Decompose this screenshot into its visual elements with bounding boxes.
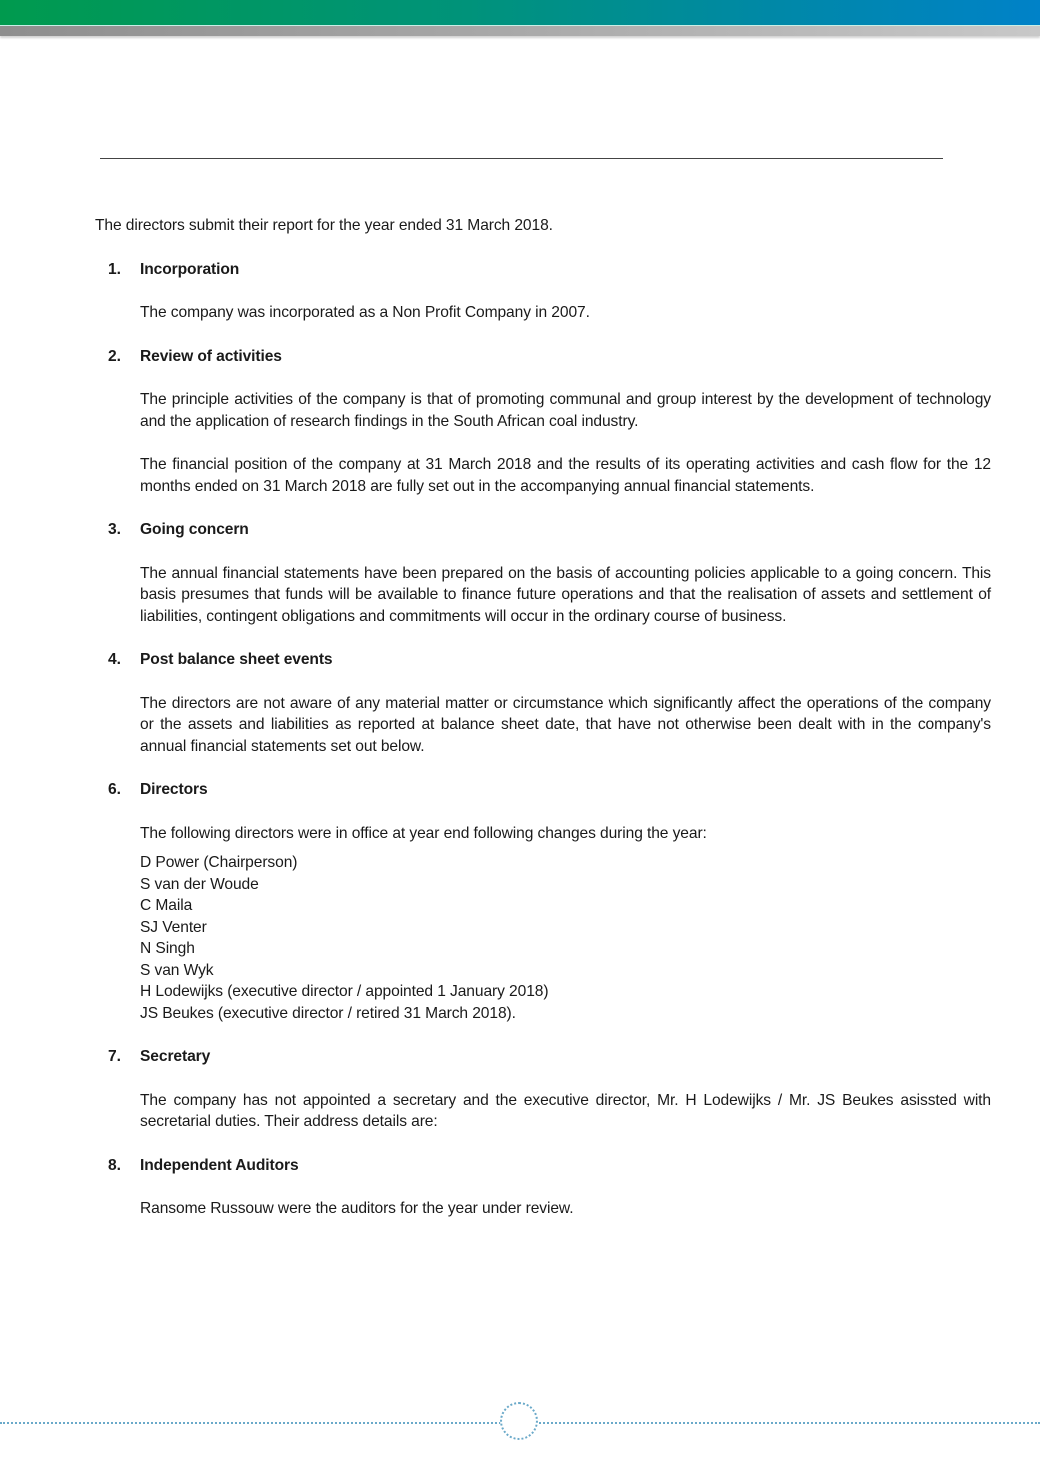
section-number: 3. xyxy=(108,521,121,538)
footer-dotted-circle-icon xyxy=(500,1402,538,1440)
section-title: Incorporation xyxy=(140,260,240,278)
section-heading xyxy=(95,649,991,671)
section-directors xyxy=(95,779,991,1024)
title-rule xyxy=(100,158,943,159)
header-gray-bar xyxy=(0,26,1040,36)
section-incorporation xyxy=(95,259,991,324)
header-gradient-band xyxy=(0,0,1040,25)
section-post-balance-sheet-events xyxy=(95,649,991,757)
section-title: Directors xyxy=(140,781,208,798)
section-heading xyxy=(95,1155,991,1177)
section-paragraph: The company was incorporated as a Non Profit Company in 2007. xyxy=(140,304,590,321)
director-item: N Singh xyxy=(140,940,195,957)
section-heading xyxy=(95,1046,991,1068)
section-title: Review of activities xyxy=(140,347,282,365)
section-heading xyxy=(95,259,991,281)
section-number: 2. xyxy=(108,347,121,365)
section-number: 4. xyxy=(108,651,121,668)
section-title: Secretary xyxy=(140,1048,211,1065)
section-paragraph: The company has not appointed a secretary and the executive director, Mr. H Lodewijks / Mr. JS Beukes asissted with secretarial duties. Their address details are: xyxy=(140,1091,991,1130)
section-paragraph: Ransome Russouw were the auditors for the year under review. xyxy=(140,1200,574,1217)
director-item: D Power (Chairperson) xyxy=(140,854,298,871)
section-number: 1. xyxy=(108,260,121,278)
section-title: Going concern xyxy=(140,521,249,538)
section-paragraph: The directors are not aware of any material matter or circumstance which significantly affect the operations of the company or the assets and liabilities as reported at balance sheet date, that have not otherwise been dealt with in the company's annual financial statements set out below. xyxy=(140,694,991,755)
section-number: 8. xyxy=(108,1156,121,1174)
section-going-concern xyxy=(95,519,991,627)
section-secretary xyxy=(95,1046,991,1133)
section-paragraph: The principle activities of the company is that of promoting communal and group interest by the development of technology and the application of research findings in the South African coal industry. xyxy=(140,391,991,430)
director-item: SJ Venter xyxy=(140,918,207,936)
section-paragraph: The following directors were in office at year end following changes during the year: xyxy=(140,824,707,842)
director-item: C Maila xyxy=(140,897,193,914)
section-number: 6. xyxy=(108,781,121,798)
section-number: 7. xyxy=(108,1048,121,1065)
section-heading xyxy=(95,779,991,801)
intro-text: The directors submit their report for the year ended 31 March 2018. xyxy=(95,217,553,234)
director-item: S van Wyk xyxy=(140,961,214,979)
director-item: S van der Woude xyxy=(140,875,259,893)
section-heading xyxy=(95,346,991,368)
directors-report xyxy=(95,215,991,1242)
section-heading xyxy=(95,519,991,541)
director-item: H Lodewijks (executive director / appointed 1 January 2018) xyxy=(140,983,549,1000)
section-title: Post balance sheet events xyxy=(140,651,333,668)
section-independent-auditors xyxy=(95,1155,991,1220)
director-item: JS Beukes (executive director / retired 31 March 2018). xyxy=(140,1004,516,1022)
section-title: Independent Auditors xyxy=(140,1156,299,1174)
section-review-of-activities xyxy=(95,346,991,498)
section-paragraph: The annual financial statements have been prepared on the basis of accounting policies applicable to a going concern. This basis presumes that funds will be available to finance future operations and that the realisation of assets and settlement of liabilities, contingent obligations and commitments will occur in the ordinary course of business. xyxy=(140,564,991,625)
directors-list xyxy=(140,852,991,1024)
section-paragraph: The financial position of the company at 31 March 2018 and the results of its operating activities and cash flow for the 12 months ended on 31 March 2018 are fully set out in the accompanying annual financial statements. xyxy=(140,456,991,495)
